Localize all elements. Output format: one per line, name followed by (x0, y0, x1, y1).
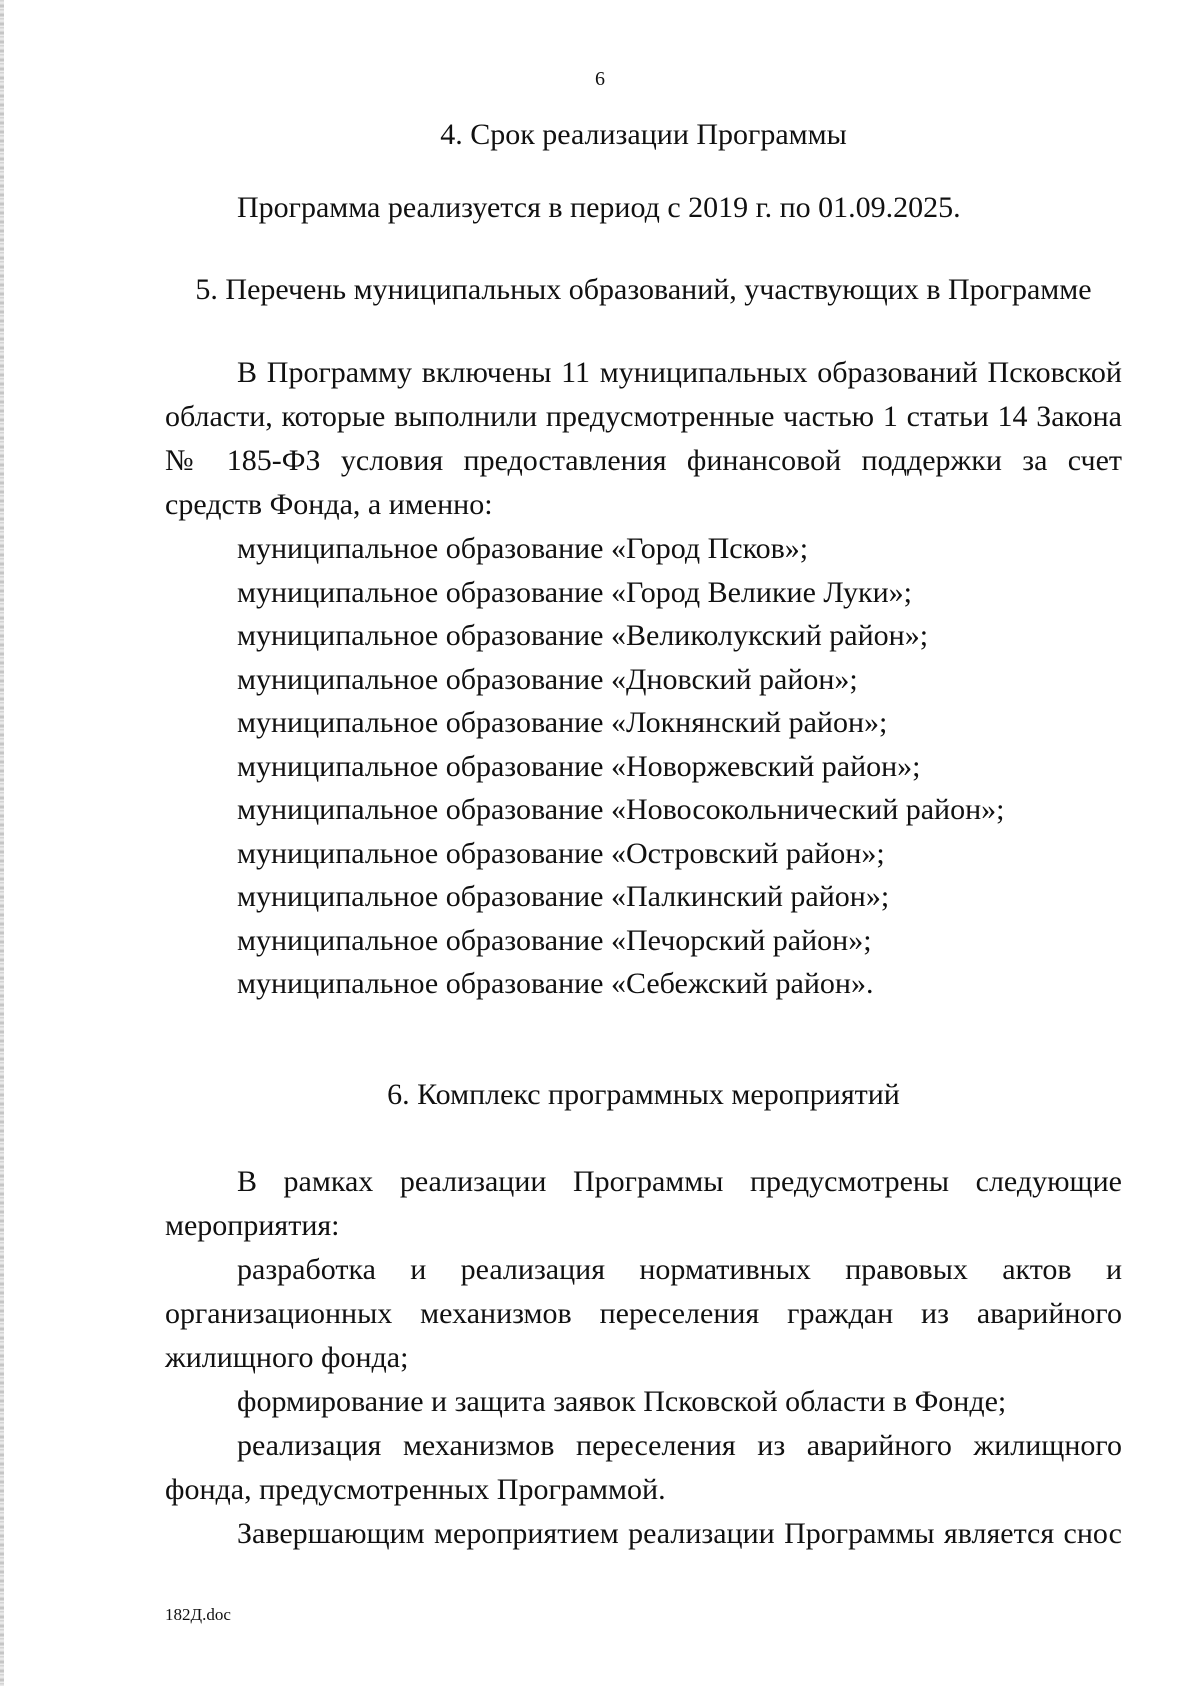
section-6-intro: В рамках реализации Программы предусмотрены следующие мероприятия: (165, 1165, 1122, 1242)
section-5-intro: В Программу включены 11 муниципальных образований Псковской области, которые выполнили предусмотренные частью 1 статьи 14 Закона № 185-ФЗ условия предоставления финансовой поддержки за счет средств Фонда, а именно: (165, 356, 1122, 521)
list-item: муниципальное образование «Великолукский район»; (237, 619, 929, 652)
footer-filename: 182Д.doc (165, 1605, 231, 1624)
section-6-text-block (165, 1160, 1122, 1556)
section-4-heading: 4. Срок реализации Программы (440, 118, 847, 151)
list-item: муниципальное образование «Локнянский район»; (237, 706, 888, 739)
list-item: муниципальное образование «Палкинский район»; (237, 880, 890, 913)
section-5-heading: 5. Перечень муниципальных образований, участвующих в Программе (195, 273, 1092, 306)
section-4-paragraph: Программа реализуется в период с 2019 г. по 01.09.2025. (237, 191, 961, 224)
list-item: муниципальное образование «Печорский район»; (237, 923, 872, 957)
list-item: муниципальное образование «Себежский район». (237, 967, 874, 1000)
list-item: муниципальное образование «Дновский район»; (237, 662, 858, 696)
municipality-list (165, 527, 1122, 1006)
list-item: муниципальное образование «Город Великие Луки»; (237, 575, 912, 609)
list-item: муниципальное образование «Новоржевский район»; (237, 749, 921, 783)
page-number: 6 (595, 68, 605, 90)
list-item: муниципальное образование «Островский район»; (237, 836, 885, 870)
section-6-heading: 6. Комплекс программных мероприятий (387, 1078, 900, 1111)
section-5-text-block (165, 351, 1122, 1006)
list-item: муниципальное образование «Новосокольнический район»; (237, 793, 1005, 826)
section-6-item-2: формирование и защита заявок Псковской области в Фонде; (237, 1385, 1007, 1418)
list-item: муниципальное образование «Город Псков»; (237, 532, 809, 565)
section-6-item-1: разработка и реализация нормативных правовых актов и организационных механизмов переселения граждан из аварийного жилищного фонда; (165, 1253, 1122, 1374)
section-4-text-block (165, 186, 1122, 230)
section-6-item-3: реализация механизмов переселения из аварийного жилищного фонда, предусмотренных Программой. (165, 1429, 1122, 1506)
scan-edge (0, 0, 4, 1686)
section-6-item-4: Завершающим мероприятием реализации Программы является снос (237, 1517, 1122, 1550)
